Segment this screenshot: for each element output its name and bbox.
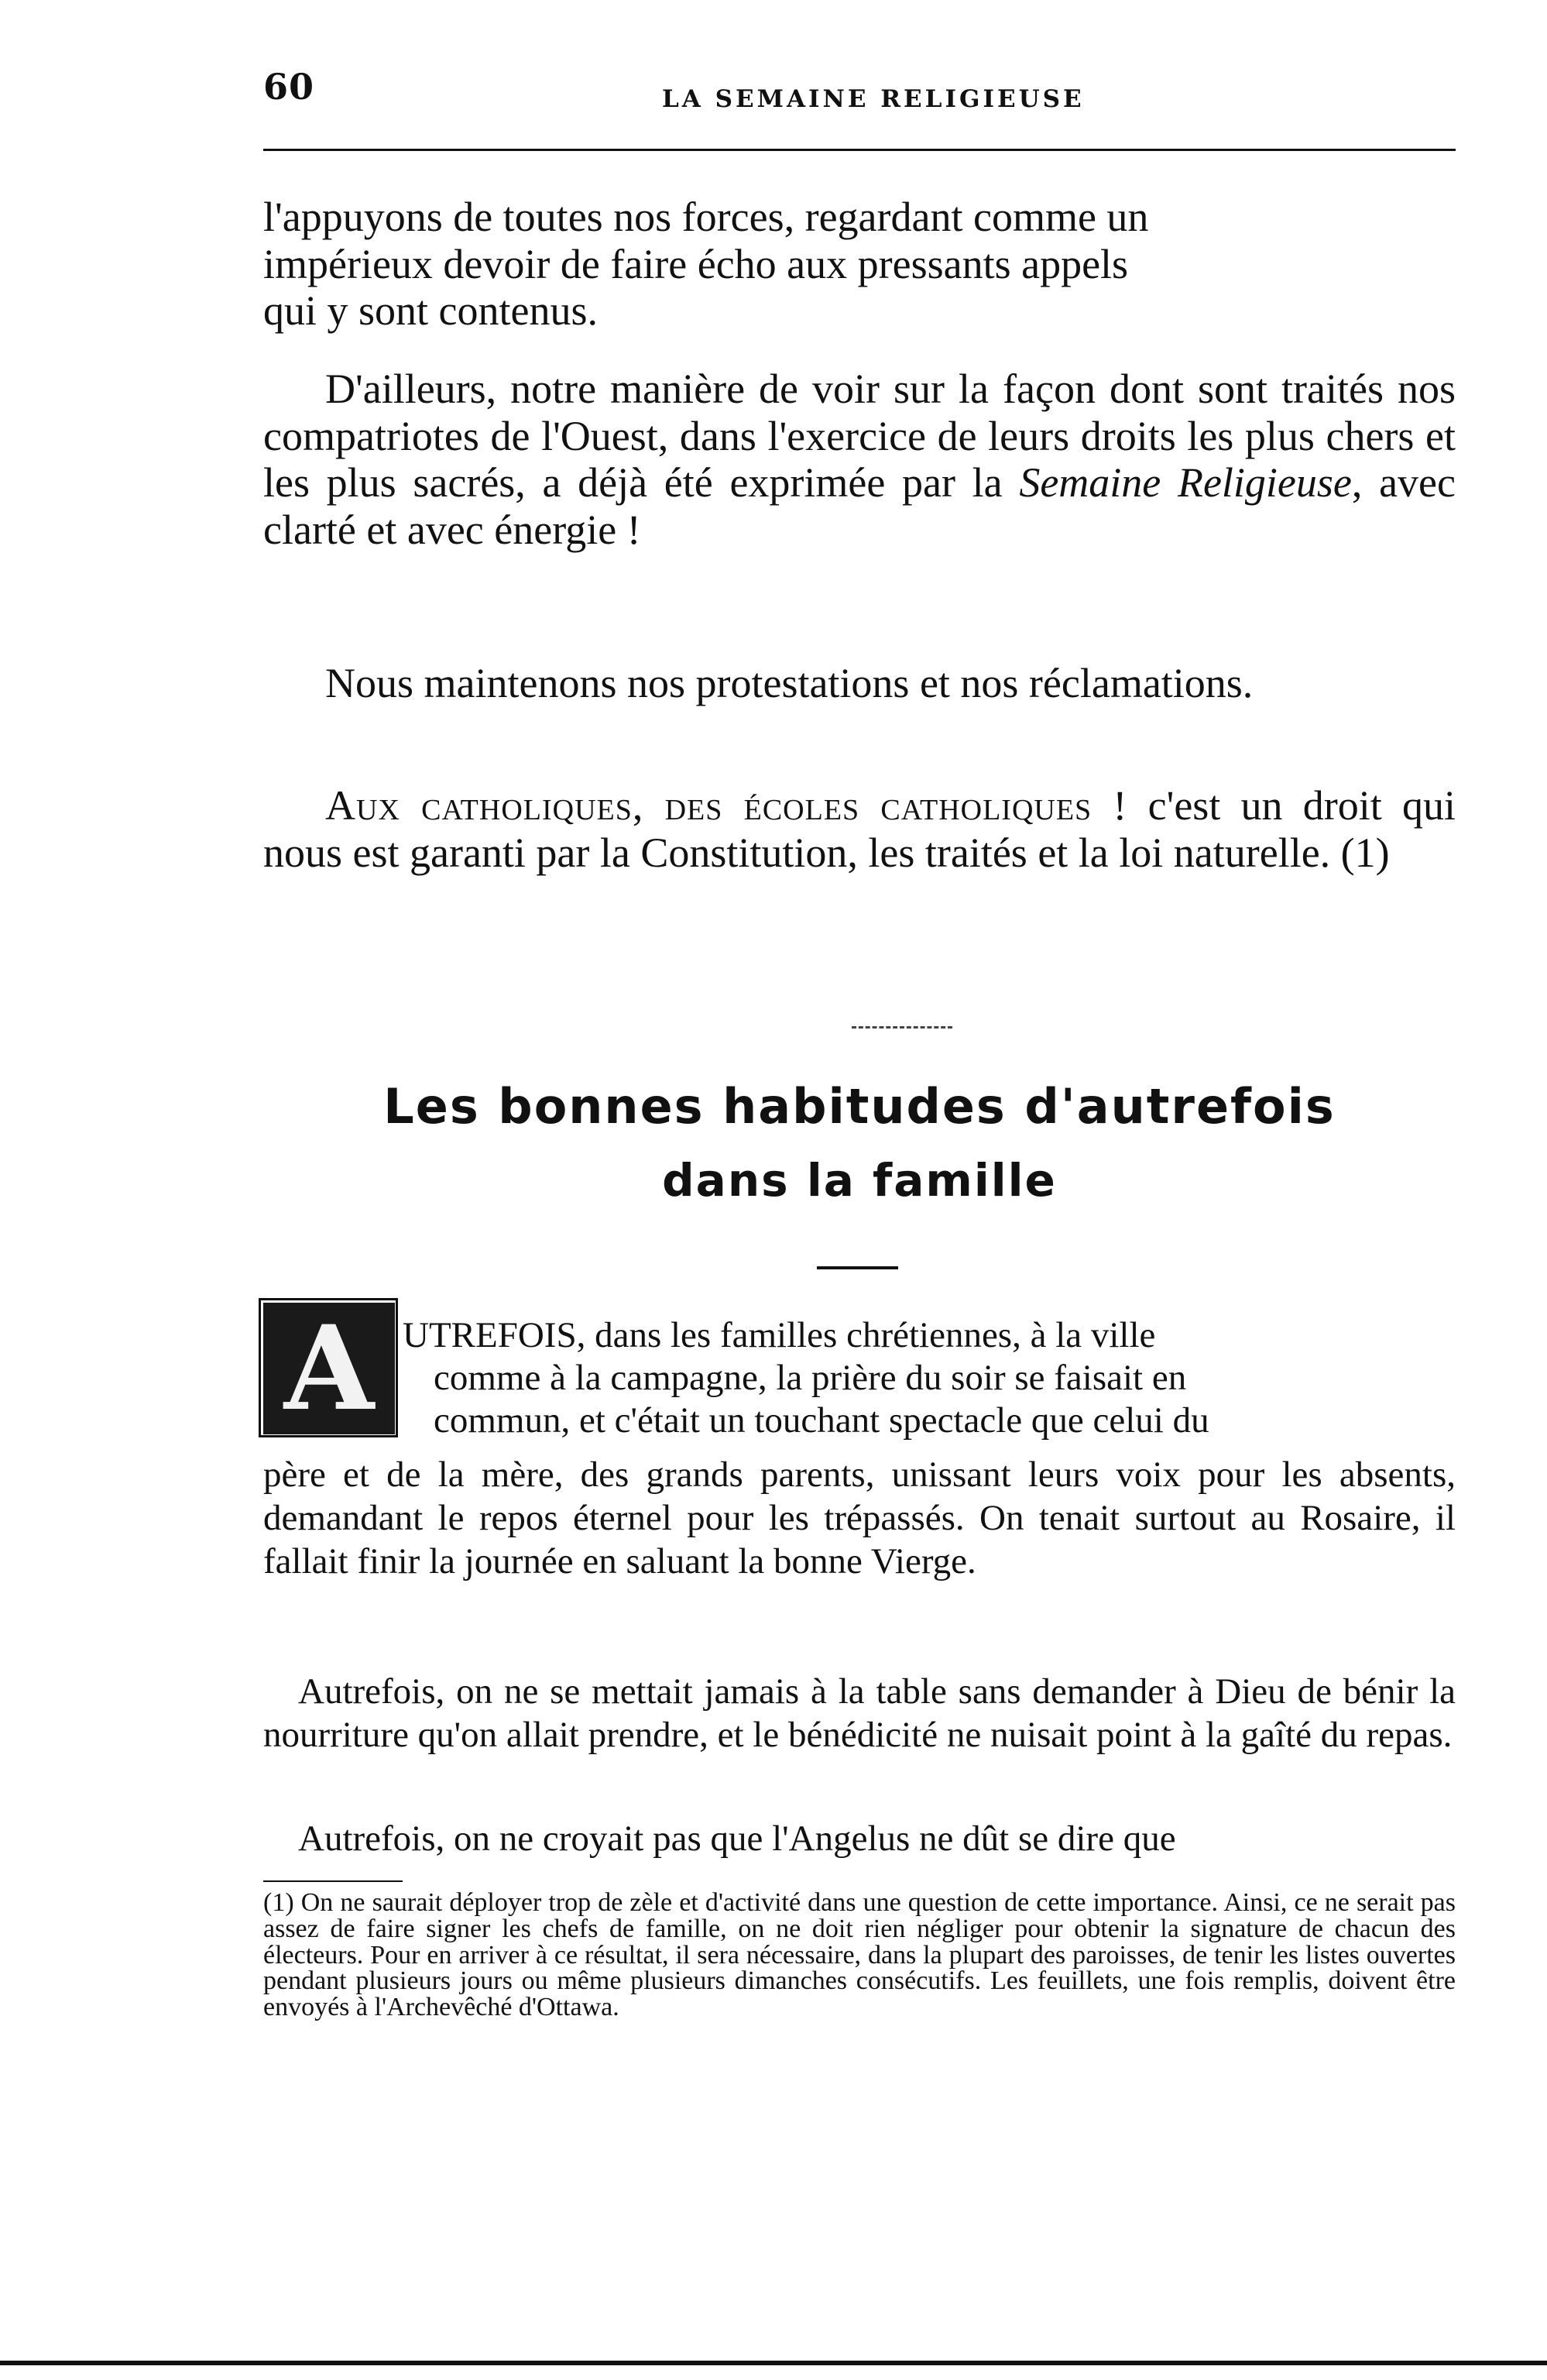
paragraph-protestations: Nous maintenons nos protestations et nos réclamations.: [325, 660, 1254, 706]
paragraph-autrefois-1: père et de la mère, des grands parents, unissant leurs voix pour les absents, demandant le repos éternel pour les trépassés. On tenait surtout au Rosaire, il fallait finir la journée en saluant la bonne Vierge.: [263, 1454, 1456, 1582]
text-line: impérieux devoir de faire écho aux pressants appels: [263, 240, 1129, 287]
text-line: l'appuyons de toutes nos forces, regardant comme un: [263, 194, 1149, 240]
paragraph-ailleurs-start: D'ailleurs, notre manière de voir sur la façon dont sont traités nos compatriotes de l'Ouest, dans l'exercice de leurs droits les plus chers et les plus sacrés, a déjà été exprimée par la: [263, 366, 1456, 507]
title-rule: [817, 1266, 898, 1269]
paragraph-ailleurs: [263, 366, 1456, 553]
drop-cap-line1: UTREFOIS, dans les familles chrétiennes, à la ville: [403, 1315, 1156, 1355]
drop-cap-line3: commun, et c'était un touchant spectacle que celui du: [434, 1400, 1209, 1441]
publication-name: Semaine Religieuse: [1019, 459, 1352, 507]
paragraph-ecoles: [263, 782, 1456, 876]
article-title-line1: Les bonnes habitudes d'autrefois: [383, 1078, 1336, 1135]
ornamental-drop-cap: A: [263, 1303, 395, 1434]
slogan-smallcaps: Aux catholiques, des écoles catholiques !: [325, 782, 1128, 829]
page-bottom-edge: [0, 2361, 1547, 2365]
footnote-rule: [263, 1880, 403, 1882]
dashed-separator: [852, 1026, 952, 1029]
header-rule: [263, 149, 1456, 151]
paragraph-ailleurs-end: , avec clarté et avec énergie !: [263, 459, 1456, 553]
drop-cap-line2: comme à la campagne, la prière du soir se faisait en: [434, 1358, 1187, 1398]
paragraph-continuation: [263, 194, 1456, 335]
page-number: 60: [263, 66, 315, 108]
text-line: qui y sont contenus.: [263, 287, 598, 335]
article-title-line2: dans la famille: [662, 1154, 1057, 1207]
running-title: LA SEMAINE RELIGIEUSE: [662, 85, 1085, 113]
footnote: (1) On ne saurait déployer trop de zèle et d'activité dans une question de cette importance. Ainsi, ce ne serait pas assez de faire signer les chefs de famille, on ne doit rien négliger pour obtenir la signature de chacun des électeurs. Pour en arriver à ce résultat, il sera nécessaire, dans la plupart des paroisses, de tenir les listes ouvertes pendant plusieurs jours ou même plusieurs dimanches consécutifs. Les feuillets, une fois remplis, doivent être envoyés à l'Archevêché d'Ottawa.: [263, 1888, 1456, 2022]
paragraph-autrefois-2: Autrefois, on ne se mettait jamais à la table sans demander à Dieu de bénir la nourriture qu'on allait prendre, et le bénédicité ne nuisait point à la gaîté du repas.: [263, 1671, 1456, 1755]
paragraph-ecoles-rest: c'est un droit qui nous est garanti par la Constitution, les traités et la loi naturelle. (1): [263, 782, 1456, 876]
paragraph-autrefois-3: Autrefois, on ne croyait pas que l'Angelus ne dût se dire que: [298, 1818, 1176, 1859]
page-header: [263, 66, 1456, 120]
